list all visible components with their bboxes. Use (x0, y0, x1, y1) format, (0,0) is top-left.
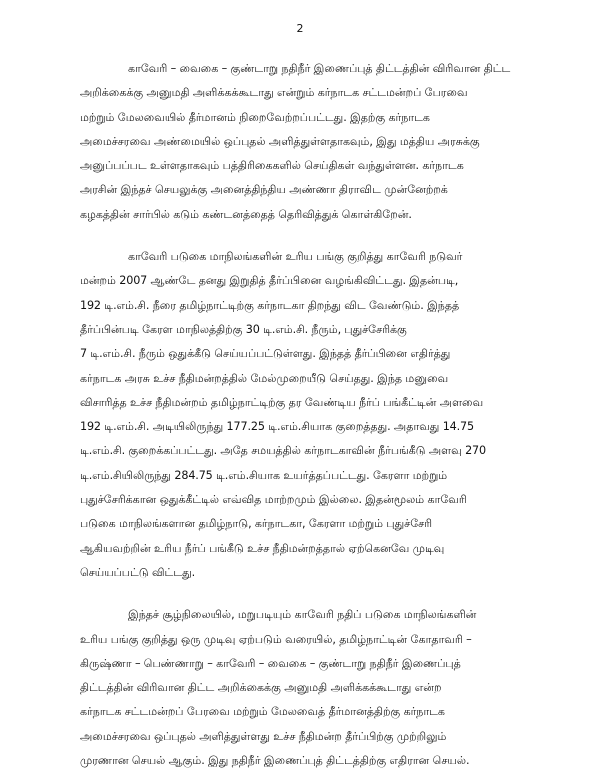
text-line: டி.எம்.சி. குறைக்கப்பட்டது. அதே சமயத்தில் கர்நாடகாவின் நீர்பங்கீடு அளவு 270 (80, 444, 486, 458)
page-number: 2 (296, 22, 304, 35)
text-line: கர்நாடக சட்டமன்றப் பேரவை மற்றும் மேலவைத் தீர்மானத்திற்கு கர்நாடக (80, 705, 445, 719)
text-line: மற்றும் மேலவையில் தீர்மானம் நிறைவேற்றப்பட்டது. இதற்கு கர்நாடக (80, 110, 430, 124)
text-line: ஆகியவற்றின் உரிய நீர்ப் பங்கீடு உச்ச நீதிமன்றத்தால் ஏற்கெனவே முடிவு (80, 541, 445, 555)
text-line: கர்நாடக அரசு உச்ச நீதிமன்றத்தில் மேல்முறையீடு செய்தது. இந்த மனுவை (80, 371, 449, 385)
text-line: தீர்ப்பின்படி கேரள மாநிலத்திற்கு 30 டி.எம்.சி. நீரும், புதுச்சேரிக்கு (80, 322, 407, 336)
text-line: அனுப்பப்பட உள்ளதாகவும் பத்திரிகைகளில் செய்திகள் வந்துள்ளன. கர்நாடக (80, 159, 464, 173)
text-line: இந்தச் சூழ்நிலையில், மறுபடியும் காவேரி நதிப் படுகை மாநிலங்களின் (128, 608, 477, 622)
text-line: உரிய பங்கு குறித்து ஒரு முடிவு ஏற்படும் வரையில், தமிழ்நாட்டின் கோதாவரி – (80, 632, 472, 646)
text-line: மன்றம் 2007 ஆண்டே தனது இறுதித் தீர்ப்பினை வழங்கிவிட்டது. இதன்படி, (80, 274, 459, 288)
text-line: காவேரி – வைகை – குண்டாறு நதிநீர் இணைப்புத் திட்டத்தின் விரிவான திட்ட (128, 62, 511, 75)
text-line: அமைச்சரவை அண்மையில் ஒப்புதல் அளித்துள்ளதாகவும், இது மத்திய அரசுக்கு (80, 134, 480, 148)
paragraph-3 (80, 603, 532, 773)
text-line: 192 டி.எம்.சி. நீரை தமிழ்நாட்டிற்கு கர்நாடகா திறந்து விட வேண்டும். இந்தத் (80, 298, 460, 312)
text-line: அரசின் இந்தச் செயலுக்கு அனைத்திந்திய அண்ணா திராவிட முன்னேற்றக் (80, 183, 448, 197)
text-line: 7 டி.எம்.சி. நீரும் ஒதுக்கீடு செய்யப்பட்டுள்ளது. இந்தத் தீர்ப்பினை எதிர்த்து (80, 347, 451, 361)
text-line: 192 டி.எம்.சி. அடியிலிருந்து 177.25 டி.எம்.சியாக குறைத்தது. அதாவது 14.75 (80, 420, 474, 434)
text-line: அறிக்கைக்கு அனுமதி அளிக்கக்கூடாது என்றும் கர்நாடக சட்டமன்றப் பேரவை (80, 86, 468, 100)
document-body (80, 57, 532, 773)
text-line: புதுச்சேரிக்கான ஒதுக்கீட்டில் எவ்வித மாற்றமும் இல்லை. இதன்மூலம் காவேரி (80, 493, 467, 507)
text-line: செய்யப்பட்டு விட்டது. (80, 565, 196, 579)
paragraph-1 (80, 57, 532, 227)
text-line: விசாரித்த உச்ச நீதிமன்றம் தமிழ்நாட்டிற்கு தர வேண்டிய நீர்ப் பங்கீட்டின் அளவை (80, 395, 484, 409)
text-line: திட்டத்தின் விரிவான திட்ட அறிக்கைக்கு அனுமதி அளிக்கக்கூடாது என்ற (80, 681, 442, 695)
text-line: கழகத்தின் சார்பில் கடும் கண்டனத்தைத் தெரிவித்துக் கொள்கிறேன். (80, 207, 412, 221)
text-line: முரணான செயல் ஆகும். இது நதிநீர் இணைப்புத் திட்டத்திற்கு எதிரான செயல். (80, 754, 470, 768)
paragraph-2 (80, 245, 532, 585)
text-line: அமைச்சரவை ஒப்புதல் அளித்துள்ளது உச்ச நீதிமன்ற தீர்ப்பிற்கு முற்றிலும் (80, 729, 447, 743)
text-line: காவேரி படுகை மாநிலங்களின் உரிய பங்கு குறித்து காவேரி நடுவர் (128, 250, 463, 264)
text-line: படுகை மாநிலங்களான தமிழ்நாடு, கர்நாடகா, கேரளா மற்றும் புதுச்சேரி (80, 517, 433, 531)
text-line: கிருஷ்ணா – பெண்ணாறு – காவேரி – வைகை – குண்டாறு நதிநீர் இணைப்புத் (80, 656, 461, 670)
text-line: டி.எம்.சியிலிருந்து 284.75 டி.எம்.சியாக உயர்த்தப்பட்டது. கேரளா மற்றும் (80, 468, 448, 482)
